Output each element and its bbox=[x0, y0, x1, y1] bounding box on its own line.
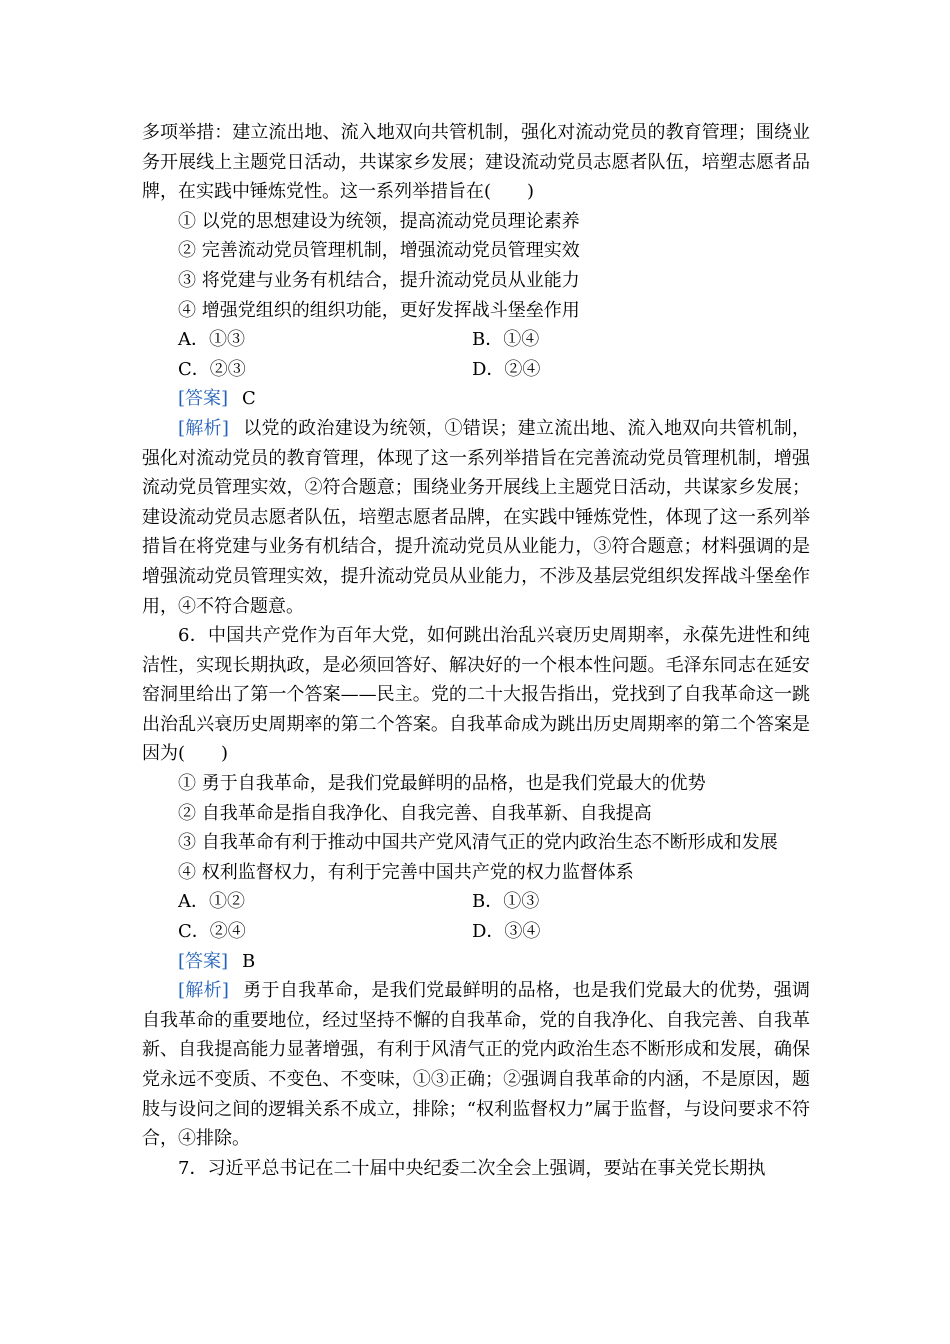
q5-answer-tag: [答案] bbox=[178, 388, 229, 410]
q6-choice-c: C．②④ bbox=[178, 921, 246, 943]
q6-statement-4: ④ 权利监督权力，有利于完善中国共产党的权力监督体系 bbox=[178, 861, 634, 883]
q5-statement-3: ③ 将党建与业务有机结合，提升流动党员从业能力 bbox=[178, 269, 580, 291]
q6-choices-row-1 bbox=[142, 887, 810, 917]
q6-choice-d: D．③④ bbox=[472, 921, 541, 943]
q6-explanation bbox=[142, 976, 810, 1154]
q6-explanation-tag: [解析] bbox=[178, 980, 229, 1002]
q6-statement-1: ① 勇于自我革命，是我们党最鲜明的品格，也是我们党最大的优势 bbox=[178, 773, 706, 795]
q5-answer-value: C bbox=[242, 388, 256, 410]
q6-statement-3: ③ 自我革命有利于推动中国共产党风清气正的党内政治生态不断形成和发展 bbox=[178, 832, 778, 854]
q7-stem: 7．习近平总书记在二十届中央纪委二次全会上强调，要站在事关党长期执 bbox=[178, 1157, 766, 1179]
q6-choices-row-2 bbox=[142, 917, 810, 947]
q6-explanation-text: 勇于自我革命，是我们党最鲜明的品格，也是我们党最大的优势，强调自我革命的重要地位，经过坚持不懈的自我革命，党的自我净化、自我完善、自我革新、自我提高能力显著增强，有利于风清气正的党内政治生态不断形成和发展，确保党永远不变质、不变色、不变味，①③正确；②强调自我革命的内涵，不是原因，题肢与设问之间的逻辑关系不成立，排除；“权利监督权力”属于监督，与设问要求不符合，④排除。 bbox=[142, 980, 811, 1150]
q5-answer bbox=[142, 384, 810, 414]
q6-answer-value: B bbox=[242, 950, 256, 972]
q6-answer bbox=[142, 947, 810, 977]
q5-explanation bbox=[142, 414, 810, 621]
q5-stem-tail: 多项举措：建立流出地、流入地双向共管机制，强化对流动党员的教育管理；围绕业务开展线上主题党日活动，共谋家乡发展；建设流动党员志愿者队伍，培塑志愿者品牌，在实践中锤炼党性。这一系列举措旨在( ) bbox=[142, 122, 810, 203]
q6-answer-tag: [答案] bbox=[178, 950, 229, 972]
q6-stem: 6．中国共产党作为百年大党，如何跳出治乱兴衰历史周期率，永葆先进性和纯洁性，实现长期执政，是必须回答好、解决好的一个根本性问题。毛泽东同志在延安窑洞里给出了第一个答案——民主。党的二十大报告指出，党找到了自我革命这一跳出治乱兴衰历史周期率的第二个答案。自我革命成为跳出历史周期率的第二个答案是因为( ) bbox=[142, 625, 810, 765]
q5-explanation-tag: [解析] bbox=[178, 417, 229, 439]
document-page bbox=[142, 118, 810, 1183]
q5-choice-c: C．②③ bbox=[178, 358, 246, 380]
q5-choices-row-2 bbox=[142, 355, 810, 385]
q6-statement-2: ② 自我革命是指自我净化、自我完善、自我革新、自我提高 bbox=[178, 802, 652, 824]
q5-statement-1: ① 以党的思想建设为统领，提高流动党员理论素养 bbox=[178, 210, 580, 232]
q5-choice-d: D．②④ bbox=[472, 358, 541, 380]
q6-choice-a: A．①② bbox=[178, 891, 245, 913]
q5-choice-a: A．①③ bbox=[178, 329, 245, 351]
q5-explanation-text: 以党的政治建设为统领，①错误；建立流出地、流入地双向共管机制，强化对流动党员的教育管理，体现了这一系列举措旨在完善流动党员管理机制，增强流动党员管理实效，②符合题意；围绕业务开展线上主题党日活动，共谋家乡发展；建设流动党员志愿者队伍，培塑志愿者品牌，在实践中锤炼党性，体现了这一系列举措旨在将党建与业务有机结合，提升流动党员从业能力，③符合题意；材料强调的是增强流动党员管理实效，提升流动党员从业能力，不涉及基层党组织发挥战斗堡垒作用，④不符合题意。 bbox=[142, 417, 811, 617]
q5-statement-2: ② 完善流动党员管理机制，增强流动党员管理实效 bbox=[178, 240, 580, 262]
q5-choices-row-1 bbox=[142, 325, 810, 355]
q5-choice-b: B．①④ bbox=[472, 329, 540, 351]
q5-statement-4: ④ 增强党组织的组织功能，更好发挥战斗堡垒作用 bbox=[178, 299, 580, 321]
q6-choice-b: B．①③ bbox=[472, 891, 540, 913]
